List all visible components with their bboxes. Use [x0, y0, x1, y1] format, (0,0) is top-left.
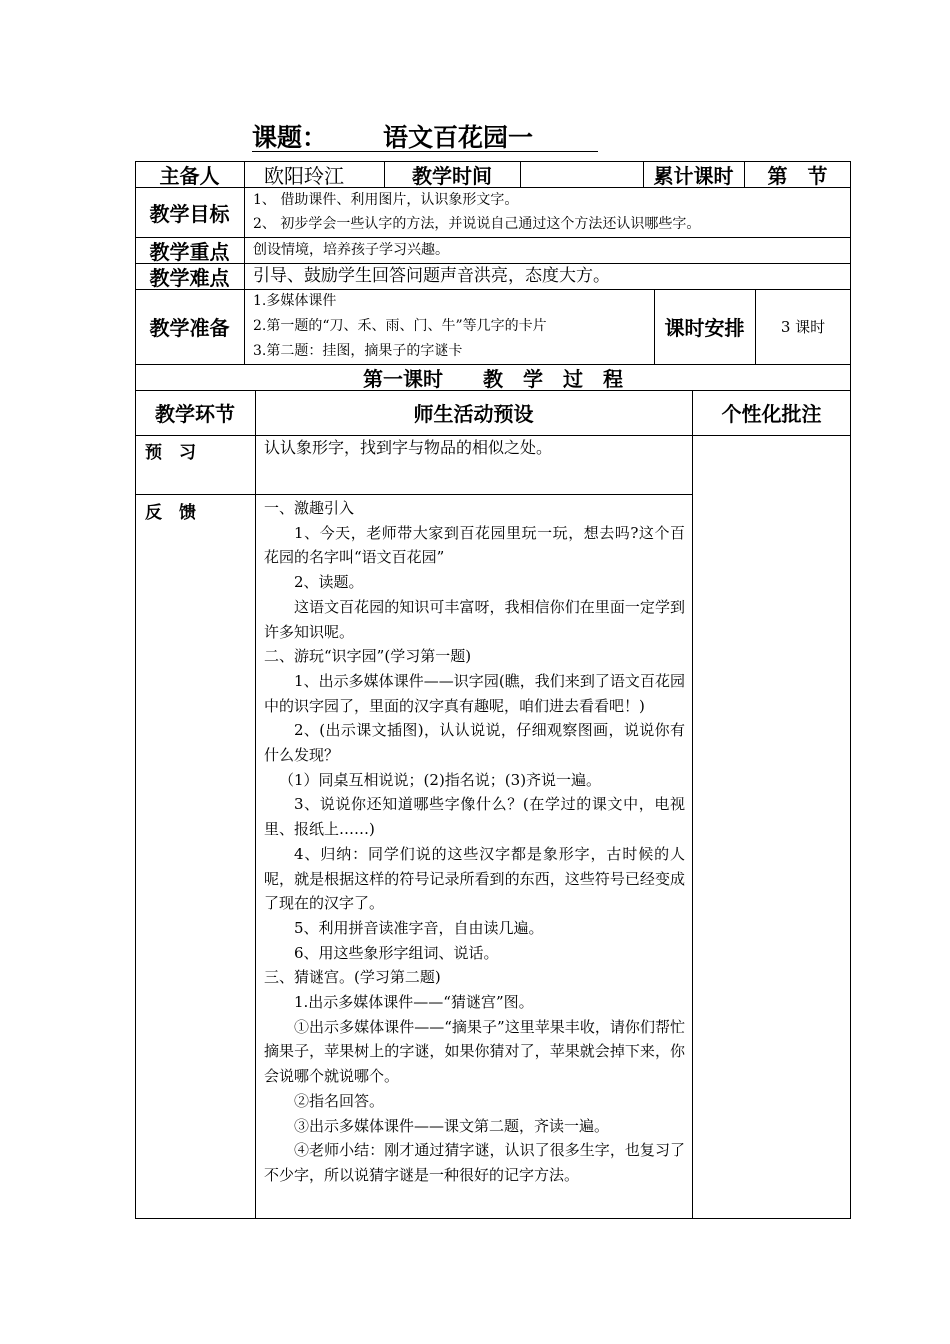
section-heading: 二、游玩“识字园”(学习第一题)	[264, 647, 472, 666]
activity-line: 2、读题。	[294, 573, 364, 592]
time-label: 教学时间	[412, 163, 492, 188]
preview-text: 认认象形字，找到字与物品的相似之处。	[264, 438, 553, 457]
table-rule	[244, 187, 245, 364]
activity-line: 6、用这些象形字组词、说话。	[294, 943, 499, 962]
hours-label: 累计课时	[653, 163, 734, 188]
activity-line: ③出示多媒体课件——课文第二题，齐读一遍。	[294, 1116, 610, 1135]
activity-line: （1）同桌互相说说；(2)指名说；(3)齐说一遍。	[279, 770, 602, 789]
activity-line: 这语文百花园的知识可丰富呀，我相信你们在里面一定学到许多知识呢。	[264, 597, 685, 641]
activity-line: 2、(出示课文插图)，认认说说，仔细观察图画，说说你有什么发现？	[264, 721, 685, 765]
preparation-label: 教学准备	[149, 316, 230, 340]
goal-item: 1、 借助课件、利用图片，认识象形文字。	[253, 192, 519, 208]
activity-line: 1.出示多媒体课件——“猜谜宫”图。	[294, 993, 534, 1012]
preparation-item: 1.多媒体课件	[253, 293, 337, 309]
lesson-plan-table	[135, 161, 851, 1219]
preparer-label: 主备人	[159, 163, 220, 188]
activity-line: 1、出示多媒体课件——识字园(瞧，我们来到了语文百花园中的识字园了，里面的汉字真有趣呢，咱们进去看看吧！)	[264, 671, 685, 715]
activity-line: ④老师小结：刚才通过猜字谜，认识了很多生字，也复习了不少字，所以说猜字谜是一种很好的记字方法。	[264, 1141, 685, 1184]
difficulty-text: 引导、鼓励学生回答问题声音洪亮，态度大方。	[253, 266, 610, 286]
activity-line: ①出示多媒体课件——“摘果子”这里苹果丰收，请你们帮忙摘果子，苹果树上的字谜，如果你猜对了，苹果就会掉下来，你会说哪个就说哪个。	[264, 1017, 685, 1086]
goal-item: 2、 初步学会一些认字的方法，并说说自己通过这个方法还认识哪些字。	[253, 216, 701, 232]
section-label: 第 节	[767, 163, 828, 188]
column-header-notes: 个性化批注	[721, 402, 822, 426]
column-header-stage: 教学环节	[155, 402, 235, 426]
stage-preview: 预 习	[145, 443, 196, 463]
table-rule	[255, 390, 256, 1219]
title-prefix: 课题：	[252, 123, 328, 152]
column-header-activity: 师生活动预设	[413, 402, 534, 426]
key-points-text: 创设情境，培养孩子学习兴趣。	[253, 242, 449, 258]
lesson-title	[252, 118, 598, 152]
activity-line: 4、归纳：同学们说的这些汉字都是象形字，古时候的人呢，就是根据这样的符号记录所看到的东西，这些符号已经变成了现在的汉字了。	[264, 844, 685, 913]
schedule-value: 3 课时	[780, 318, 826, 336]
time-value	[520, 161, 643, 187]
activity-line: 3、说说你还知道哪些字像什么？(在学过的课文中，电视里、报纸上……)	[264, 795, 685, 839]
section-heading: 一、激趣引入	[264, 499, 355, 517]
process-title: 第一课时 教 学 过 程	[363, 366, 623, 391]
preparation-list	[253, 289, 653, 364]
activity-line: ②指名回答。	[294, 1091, 385, 1110]
difficulty-label: 教学难点	[149, 265, 230, 290]
goals-label: 教学目标	[149, 201, 230, 226]
activity-line: 1、今天，老师带大家到百花园里玩一玩，想去吗?这个百花园的名字叫“语文百花园”	[264, 523, 685, 567]
table-border	[135, 1218, 851, 1219]
activity-line: 5、利用拼音读准字音，自由读几遍。	[294, 918, 544, 937]
schedule-label: 课时安排	[664, 316, 745, 340]
preparer-name: 欧阳玲江	[264, 163, 344, 188]
goals-list	[253, 188, 843, 236]
section-heading: 三、猜谜宫。(学习第二题)	[264, 968, 441, 987]
preparation-item: 3.第二题：挂图，摘果子的字谜卡	[253, 343, 463, 359]
title-name: 语文百花园一	[383, 123, 534, 152]
preparation-item: 2.第一题的“刀、禾、雨、门、牛”等几字的卡片	[253, 318, 547, 334]
title-underline	[252, 151, 598, 152]
key-points-label: 教学重点	[149, 239, 230, 264]
feedback-content	[264, 496, 685, 1188]
table-rule	[135, 494, 692, 495]
stage-feedback: 反 馈	[145, 503, 196, 523]
table-rule	[692, 390, 693, 1219]
